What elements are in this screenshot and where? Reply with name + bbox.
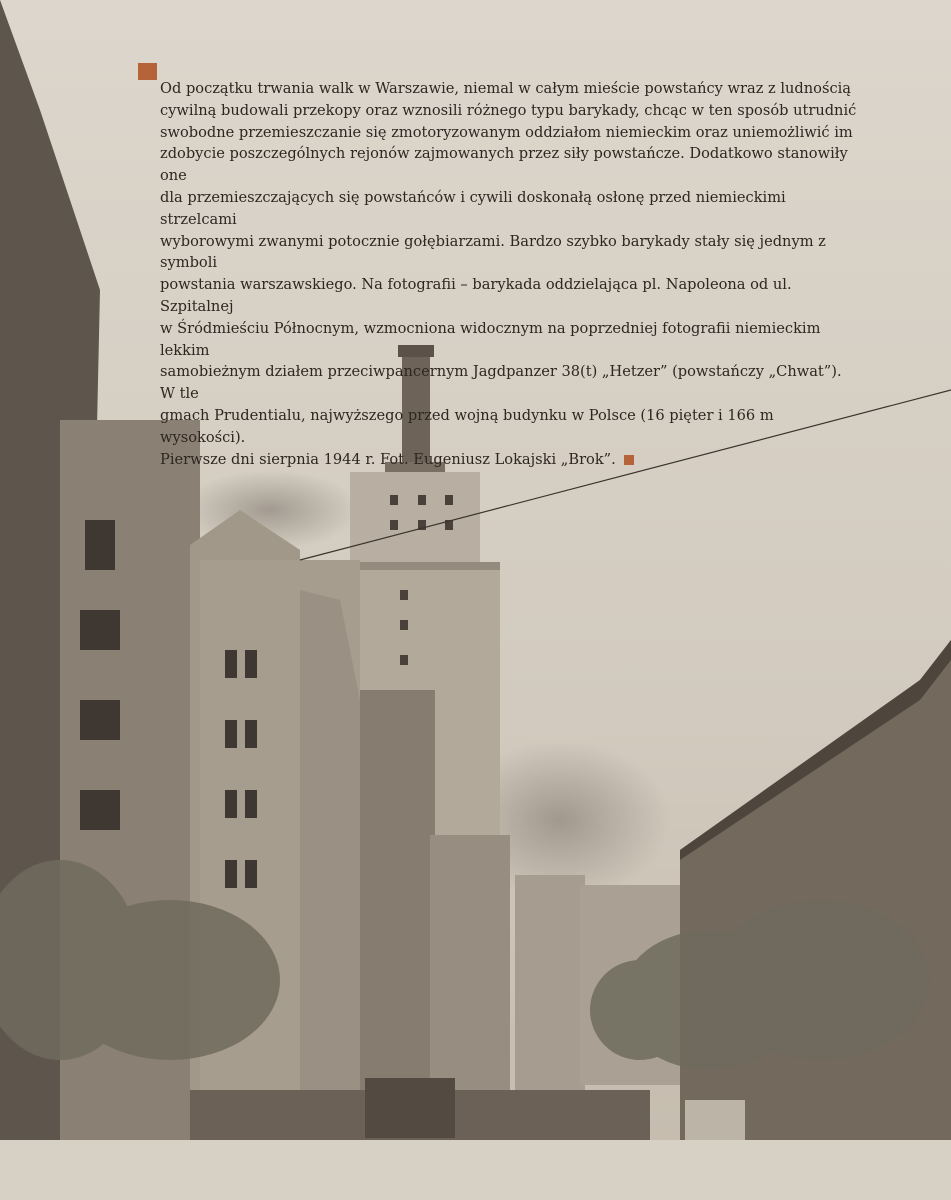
street: [0, 1140, 951, 1200]
caption-line: gmach Prudentialu, najwyższego przed wojną budynku w Polsce (16 pięter i 166 m wysokości).: [160, 406, 774, 446]
caption-line: dla przemieszczających się powstańców i cywili doskonałą osłonę przed niemieckimi strzelcami: [160, 188, 786, 228]
caption-line: Od początku trwania walk w Warszawie, niemal w całym mieście powstańcy wraz z ludnością: [160, 80, 851, 97]
caption-start-marker: [138, 63, 157, 80]
caption-line: swobodne przemieszczanie się zmotoryzowanym oddziałom niemieckim oraz uniemożliwić im: [160, 123, 853, 141]
caption-line: powstania warszawskiego. Na fotografii – barykada oddzielająca pl. Napoleona od ul. Szpitalnej: [160, 276, 792, 315]
caption-end-marker: [624, 455, 634, 465]
caption-line: wyborowymi zwanymi potocznie gołębiarzami. Bardzo szybko barykady stały się jednym z symboli: [160, 232, 826, 272]
caption-line: w Śródmieściu Północnym, wzmocniona widocznym na poprzedniej fotografii niemieckim lekkim: [160, 319, 821, 359]
photo-caption: [160, 78, 860, 470]
caption-line: Pierwsze dni sierpnia 1944 r. Fot. Eugeniusz Lokajski „Brok”.: [160, 450, 616, 468]
caption-line: cywilną budowali przekopy oraz wznosili różnego typu barykady, chcąc w ten sposób utrudnić: [160, 101, 857, 119]
caption-line: samobieżnym działem przeciwpancernym Jagdpanzer 38(t) „Hetzer” (powstańczy „Chwat”). W tle: [160, 363, 842, 403]
caption-line: zdobycie poszczególnych rejonów zajmowanych przez siły powstańcze. Dodatkowo stanowiły one: [160, 145, 848, 185]
caption-last-line: [160, 449, 860, 471]
